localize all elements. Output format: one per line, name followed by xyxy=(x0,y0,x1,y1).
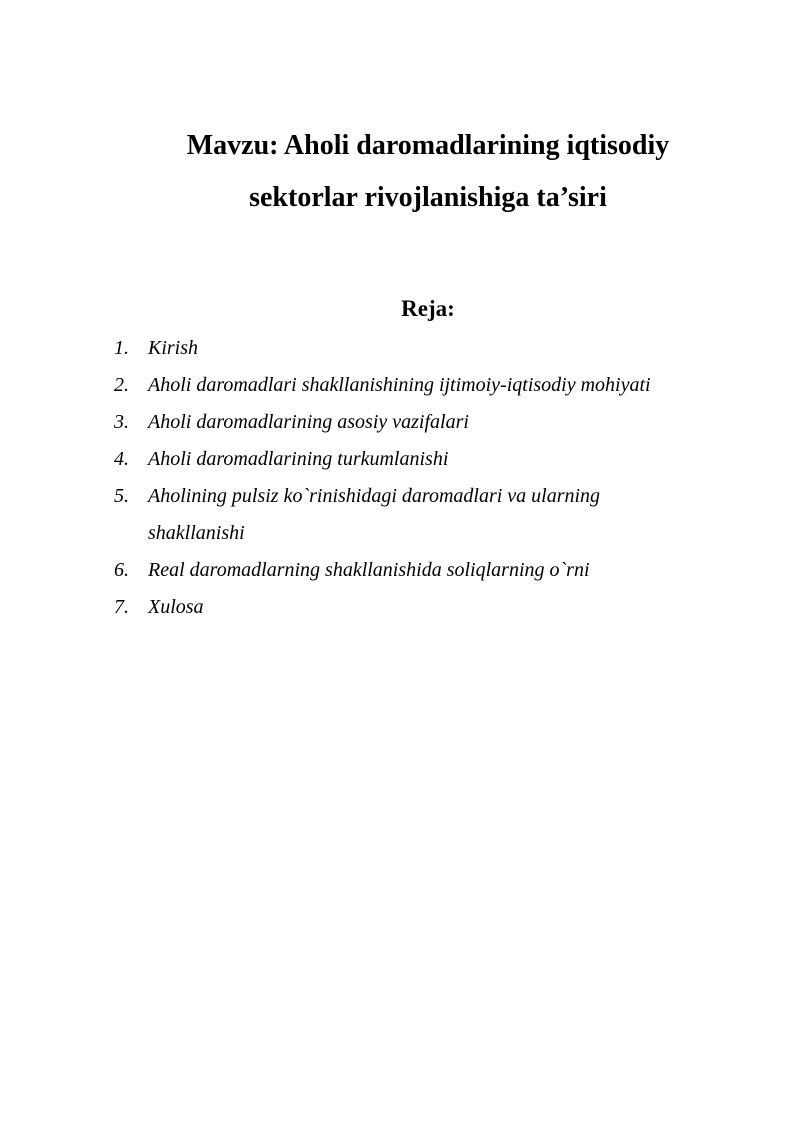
plan-item xyxy=(114,552,714,589)
plan-list xyxy=(114,330,714,626)
plan-item-text: Aholi daromadlarining asosiy vazifalari xyxy=(148,411,469,433)
plan-item-number: 5. xyxy=(114,485,129,507)
plan-item-text: Real daromadlarning shakllanishida soliqlarning o`rni xyxy=(148,559,590,581)
plan-item-number: 2. xyxy=(114,374,129,396)
plan-item-text: Aholining pulsiz ko`rinishidagi daromadlari va ularning shakllanishi xyxy=(148,485,601,544)
plan-item-number: 4. xyxy=(114,448,129,470)
plan-item-text: Aholi daromadlarining turkumlanishi xyxy=(148,448,449,470)
plan-item xyxy=(114,441,714,478)
plan-heading: Reja: xyxy=(401,296,455,321)
plan-item xyxy=(114,404,714,441)
plan-item-number: 1. xyxy=(114,337,129,359)
plan-item xyxy=(114,478,714,552)
plan-item-text: Aholi daromadlari shakllanishining ijtimoiy-iqtisodiy mohiyati xyxy=(148,374,651,396)
plan-item-number: 6. xyxy=(114,559,129,581)
plan-item-number: 3. xyxy=(114,411,129,433)
plan-item xyxy=(114,589,714,626)
plan-item xyxy=(114,367,714,404)
document-title xyxy=(100,120,756,224)
plan-item-text: Kirish xyxy=(148,337,199,359)
plan-item-number: 7. xyxy=(114,596,129,618)
plan-item-text: Xulosa xyxy=(148,596,204,618)
title-line-2: sektorlar rivojlanishiga ta’siri xyxy=(249,182,607,213)
title-line-1: Mavzu: Aholi daromadlarining iqtisodiy xyxy=(186,130,670,161)
plan-item xyxy=(114,330,714,367)
